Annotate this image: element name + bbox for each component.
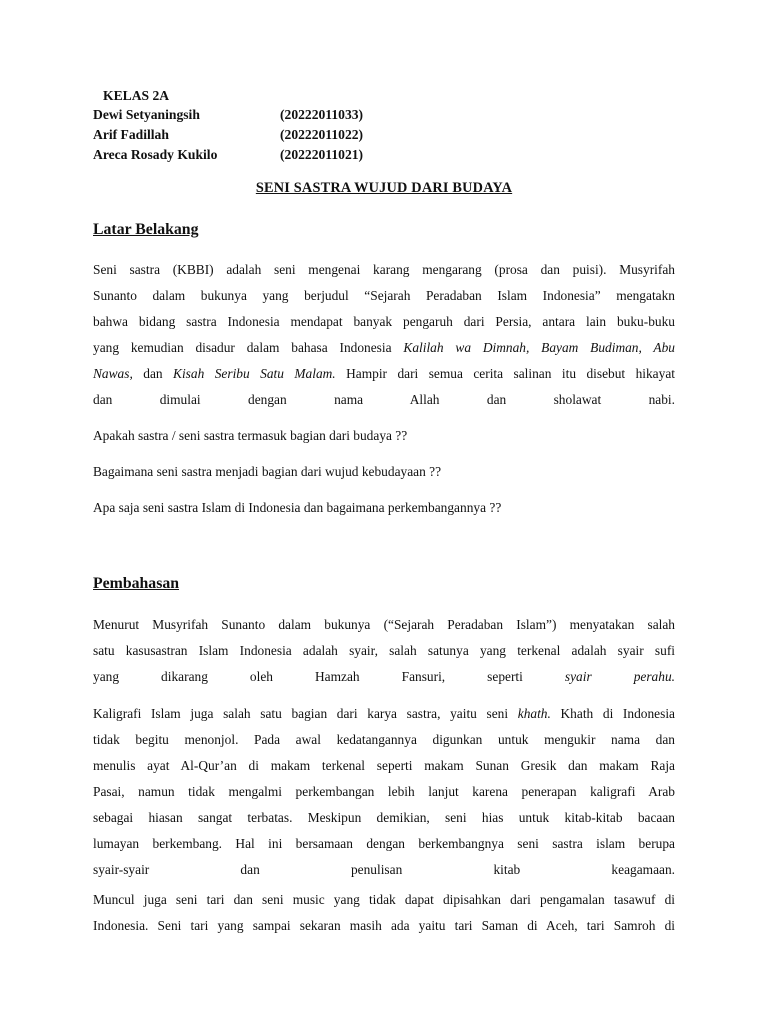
question-3: Apa saja seni sastra Islam di Indonesia dan bagaimana perkembangannya ?? xyxy=(93,500,502,515)
member-nim: (20222011022) xyxy=(280,127,364,142)
text-line xyxy=(93,701,675,727)
text-line xyxy=(93,361,675,387)
italic-run: Kisah Seribu Satu Malam. xyxy=(173,366,336,381)
text-line: lumayan berkembang. Hal ini bersamaan dengan berkembangnya seni sastra islam berupa xyxy=(93,836,675,851)
paragraph-pembahasan-2 xyxy=(93,701,675,883)
member-nim: (20222011033) xyxy=(280,107,364,122)
member-name: Areca Rosady Kukilo xyxy=(93,147,218,162)
text-line: Pasai, namun tidak mengalmi perkembangan lebih lanjut karena penerapan kaligrafi Arab xyxy=(93,784,675,799)
paragraph-pembahasan-3 xyxy=(93,887,675,939)
section-heading-pembahasan: Pembahasan xyxy=(93,575,180,592)
class-label: KELAS 2A xyxy=(103,88,170,103)
text-line: Muncul juga seni tari dan seni music yang tidak dapat dipisahkan dari pengamalan tasawuf di xyxy=(93,892,675,907)
question-2: Bagaimana seni sastra menjadi bagian dari wujud kebudayaan ?? xyxy=(93,464,442,479)
italic-run: Nawas, xyxy=(93,366,133,381)
text-line: dan dimulai dengan nama Allah dan sholawat nabi. xyxy=(93,392,675,407)
text-line: sebagai hiasan sangat terbatas. Meskipun demikian, seni hias untuk kitab-kitab bacaan xyxy=(93,810,675,825)
text-run: yang kemudian disadur dalam bahasa Indonesia xyxy=(93,340,404,355)
text-line xyxy=(93,335,675,361)
question-1: Apakah sastra / seni sastra termasuk bagian dari budaya ?? xyxy=(93,428,408,443)
text-line: bahwa bidang sastra Indonesia mendapat banyak pengaruh dari Persia, antara lain buku-buku xyxy=(93,314,675,329)
text-line: syair-syair dan penulisan kitab keagamaan. xyxy=(93,862,675,877)
text-line: Seni sastra (KBBI) adalah seni mengenai karang mengarang (prosa dan puisi). Musyrifah xyxy=(93,262,675,277)
text-line: menulis ayat Al-Qur’an di makam terkenal seperti makam Sunan Gresik dan makam Raja xyxy=(93,758,675,773)
member-row xyxy=(93,105,363,125)
text-line: Menurut Musyrifah Sunanto dalam bukunya (“Sejarah Peradaban Islam”) menyatakan salah xyxy=(93,617,675,632)
member-row xyxy=(93,145,363,165)
text-run: Khath di Indonesia xyxy=(550,706,675,721)
section-heading-latar: Latar Belakang xyxy=(93,221,199,238)
text-run: Hampir dari semua cerita salinan itu disebut hikayat xyxy=(335,366,675,381)
member-name: Arif Fadillah xyxy=(93,127,169,142)
member-name: Dewi Setyaningsih xyxy=(93,107,200,122)
text-line: satu kasusastran Islam Indonesia adalah syair, salah satunya yang terkenal adalah syair sufi xyxy=(93,643,675,658)
text-line: Indonesia. Seni tari yang sampai sekaran masih ada yaitu tari Saman di Aceh, tari Samroh di xyxy=(93,918,675,933)
text-run: Kaligrafi Islam juga salah satu bagian dari karya sastra, yaitu seni xyxy=(93,706,518,721)
paragraph-pembahasan-1 xyxy=(93,612,675,690)
italic-run: syair perahu. xyxy=(564,669,675,684)
paragraph-latar-1 xyxy=(93,257,675,413)
text-run: dan xyxy=(132,366,174,381)
text-line xyxy=(93,664,675,690)
document-title: SENI SASTRA WUJUD DARI BUDAYA xyxy=(255,180,513,196)
italic-run: Kalilah wa Dimnah, Bayam Budiman, Abu xyxy=(403,340,675,355)
text-line: tidak begitu menonjol. Pada awal kedatangannya digunkan untuk mengukir nama dan xyxy=(93,732,675,747)
member-nim: (20222011021) xyxy=(280,147,364,162)
text-run: yang dikarang oleh Hamzah Fansuri, seperti xyxy=(93,669,565,684)
text-line: Sunanto dalam bukunya yang berjudul “Sejarah Peradaban Islam Indonesia” mengatakn xyxy=(93,288,675,303)
member-row xyxy=(93,125,363,145)
italic-run: khath. xyxy=(517,706,551,721)
